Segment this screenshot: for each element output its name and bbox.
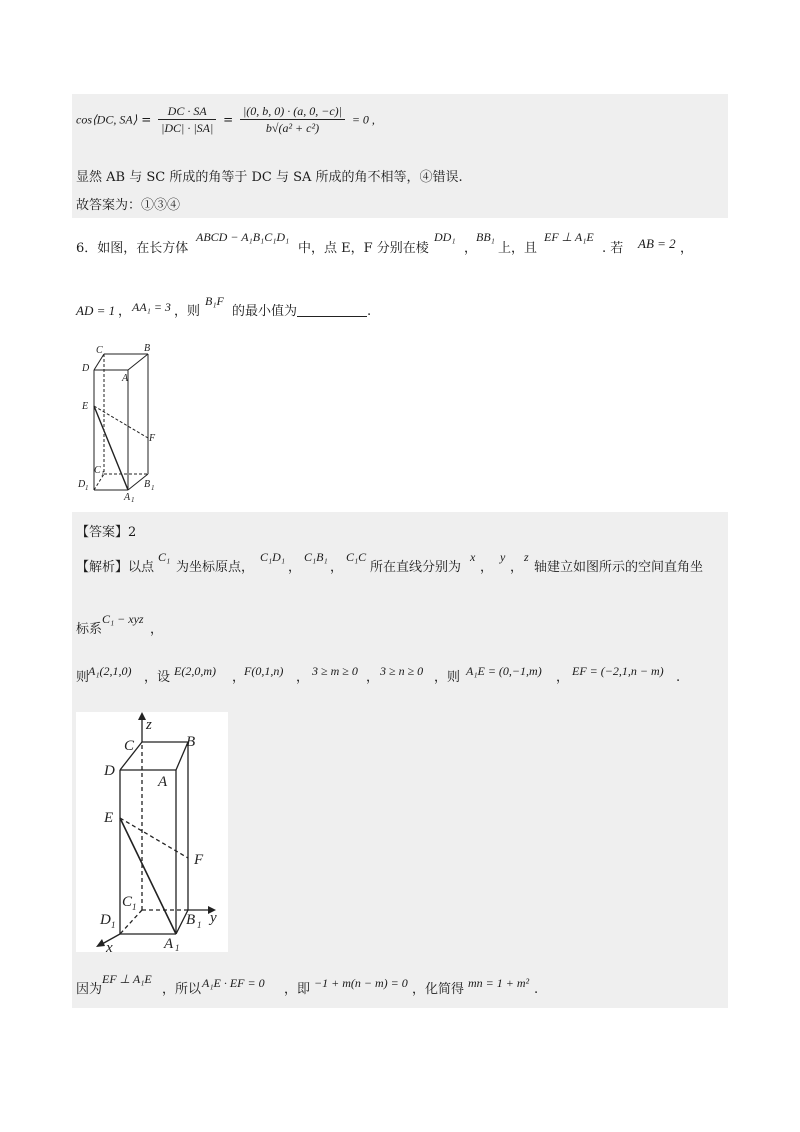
frac2-num: |(0, b, 0) · (a, 0, −c)| — [240, 104, 345, 120]
analysis-comma8: ， — [556, 670, 570, 685]
fig2-label-d: D — [104, 763, 115, 779]
analysis-then2: ，则 — [434, 670, 461, 685]
fig1-label-a: A — [122, 373, 129, 384]
analysis-t2: 所在直线分别为 — [370, 560, 462, 575]
frac1-den: |DC| · |SA| — [161, 121, 214, 136]
fig2-label-z: z — [146, 717, 152, 733]
problem6-text-i — [232, 304, 371, 320]
analysis-t4: 标系 — [76, 622, 103, 637]
fig2-label-y: y — [210, 910, 217, 926]
analysis-t5: ， — [150, 622, 164, 637]
frac1-num: DC · SA — [158, 104, 216, 120]
final-eq: −1 + m(n − m) = 0 — [314, 976, 408, 990]
analysis-coord-sys: C₁ − xyz — [102, 612, 144, 626]
fig1-label-d1: D — [78, 479, 86, 490]
problem6-expr-box: ABCD − A₁B₁C₁D₁ — [196, 230, 290, 244]
analysis-a1: A₁(2,1,0) — [88, 664, 132, 678]
problem6-expr-bb1: BB₁ — [476, 230, 495, 244]
analysis-ef: EF = (−2,1,n − m) — [572, 664, 664, 678]
fig1-label-b1: B — [144, 479, 151, 490]
fig2-label-a1: A — [164, 936, 174, 952]
analysis-let: ，设 — [144, 670, 171, 685]
final-period: . — [534, 982, 539, 997]
fig1-sub-d1: 1 — [85, 484, 89, 492]
fig2-sub-c1: 1 — [132, 902, 137, 912]
problem6-text-f: ， — [680, 241, 694, 256]
fig1-sub-a1: 1 — [131, 496, 135, 502]
fig2-label-b1: B — [186, 912, 196, 928]
final-so: ，所以 — [162, 982, 202, 997]
problem6-text-b: 中，点 E，F 分别在棱 — [298, 241, 429, 256]
analysis-comma3: ， — [480, 560, 494, 575]
fig2-sub-d1: 1 — [111, 920, 116, 930]
fig1-sub-c1: 1 — [101, 470, 105, 478]
fig2-sub-b1: 1 — [197, 920, 202, 930]
analysis-x: x — [470, 550, 476, 564]
analysis-comma1: ， — [288, 560, 302, 575]
fig1-label-b: B — [144, 343, 151, 354]
fig1-label-c: C — [96, 345, 103, 356]
problem6-text-g: ， — [118, 304, 132, 319]
fig1-sub-b1: 1 — [151, 484, 155, 492]
fig2-sub-a1: 1 — [175, 943, 180, 952]
final-ie: ，即 — [284, 982, 311, 997]
problem6-expr-ab: AB = 2 — [638, 236, 676, 251]
analysis-c1b1: C₁B₁ — [304, 550, 328, 564]
problem6-text-d: 上，且 — [498, 241, 538, 256]
problem6-expr-b1f: B₁F — [205, 294, 224, 308]
figure-2-coordinate-cuboid — [76, 712, 228, 952]
analysis-period: . — [676, 670, 681, 685]
answer-blank — [297, 304, 367, 317]
analysis-then: 则 — [76, 670, 90, 685]
final-dot: A₁E · EF = 0 — [202, 976, 265, 990]
analysis-c1d1: C₁D₁ — [260, 550, 286, 564]
analysis-comma5: ， — [232, 670, 246, 685]
frac2 — [240, 104, 345, 136]
frac1 — [158, 104, 216, 136]
fig1-label-e: E — [82, 401, 89, 412]
problem6-expr-aa1: AA₁ = 3 — [132, 300, 171, 314]
cos-result: = 0 , — [351, 112, 375, 127]
problem6-text-j: . — [367, 304, 372, 319]
analysis-t1: 为坐标原点， — [176, 560, 255, 575]
analysis-comma2: ， — [330, 560, 344, 575]
problem6-expr-perp: EF ⊥ A₁E — [544, 230, 594, 244]
problem6-expr-dd1: DD₁ — [434, 230, 456, 244]
final-result: mn = 1 + m² — [468, 976, 530, 990]
fig2-label-d1: D — [100, 912, 111, 928]
analysis-comma6: ， — [296, 670, 310, 685]
figure-1-cuboid — [76, 340, 166, 502]
problem6-text-h: ，则 — [174, 304, 201, 319]
problem6-text-i-label: 的最小值为 — [232, 304, 298, 319]
analysis-comma4: ， — [510, 560, 524, 575]
analysis-label: 【解析】以点 — [76, 560, 155, 575]
fig2-label-a: A — [158, 774, 168, 790]
fig2-label-c1: C — [122, 894, 133, 910]
fig2-label-f: F — [194, 852, 204, 868]
problem6-expr-ad: AD = 1 — [76, 303, 116, 318]
analysis-c1c: C₁C — [346, 550, 367, 564]
conclusion-line: 显然 AB 与 SC 所成的角等于 DC 与 SA 所成的角不相等，④错误. — [76, 170, 463, 185]
analysis-a1e: A₁E = (0,−1,m) — [466, 664, 542, 678]
fig1-label-c1: C — [94, 465, 101, 476]
analysis-z: z — [524, 550, 529, 564]
fig2-label-c: C — [124, 738, 135, 754]
cos-lhs: cos⟨DC, SA⟩ — [76, 112, 138, 127]
analysis-f: F(0,1,n) — [244, 664, 284, 678]
problem6-text-a: 6．如图，在长方体 — [76, 241, 189, 256]
fig2-label-e: E — [104, 810, 114, 826]
fig2-label-b: B — [186, 734, 196, 750]
final-because: 因为 — [76, 982, 103, 997]
frac2-den: b√(a² + c²) — [265, 121, 320, 136]
final-simplify: ，化简得 — [412, 982, 465, 997]
analysis-c1: C₁ — [158, 550, 171, 564]
fig1-label-f: F — [149, 433, 156, 444]
cosine-formula: cos⟨DC, SA⟩ = $\frac{DC \cdot SA}{|DC| \cdot |SA|}$ = $\frac{|(0, b, 0) \cdot (a, 0, -c)|}{\text{b√(a² + c²)}}$ = 0 , — [76, 104, 375, 136]
fig2-label-x: x — [106, 940, 113, 952]
problem6-text-e: . 若 — [602, 241, 624, 256]
problem6-text-c: ， — [464, 241, 478, 256]
fig1-label-d: D — [82, 363, 90, 374]
analysis-t3: 轴建立如图所示的空间直角坐 — [534, 560, 704, 575]
answer-line-prev: 故答案为：①③④ — [76, 198, 181, 213]
analysis-comma7: ， — [366, 670, 380, 685]
analysis-y: y — [500, 550, 506, 564]
analysis-m-range: 3 ≥ m ≥ 0 — [312, 664, 358, 678]
final-perp: EF ⊥ A₁E — [102, 972, 152, 986]
fig1-label-a1: A — [124, 492, 131, 502]
answer-label: 【答案】2 — [76, 525, 137, 540]
analysis-n-range: 3 ≥ n ≥ 0 — [380, 664, 424, 678]
analysis-e: E(2,0,m) — [174, 664, 216, 678]
